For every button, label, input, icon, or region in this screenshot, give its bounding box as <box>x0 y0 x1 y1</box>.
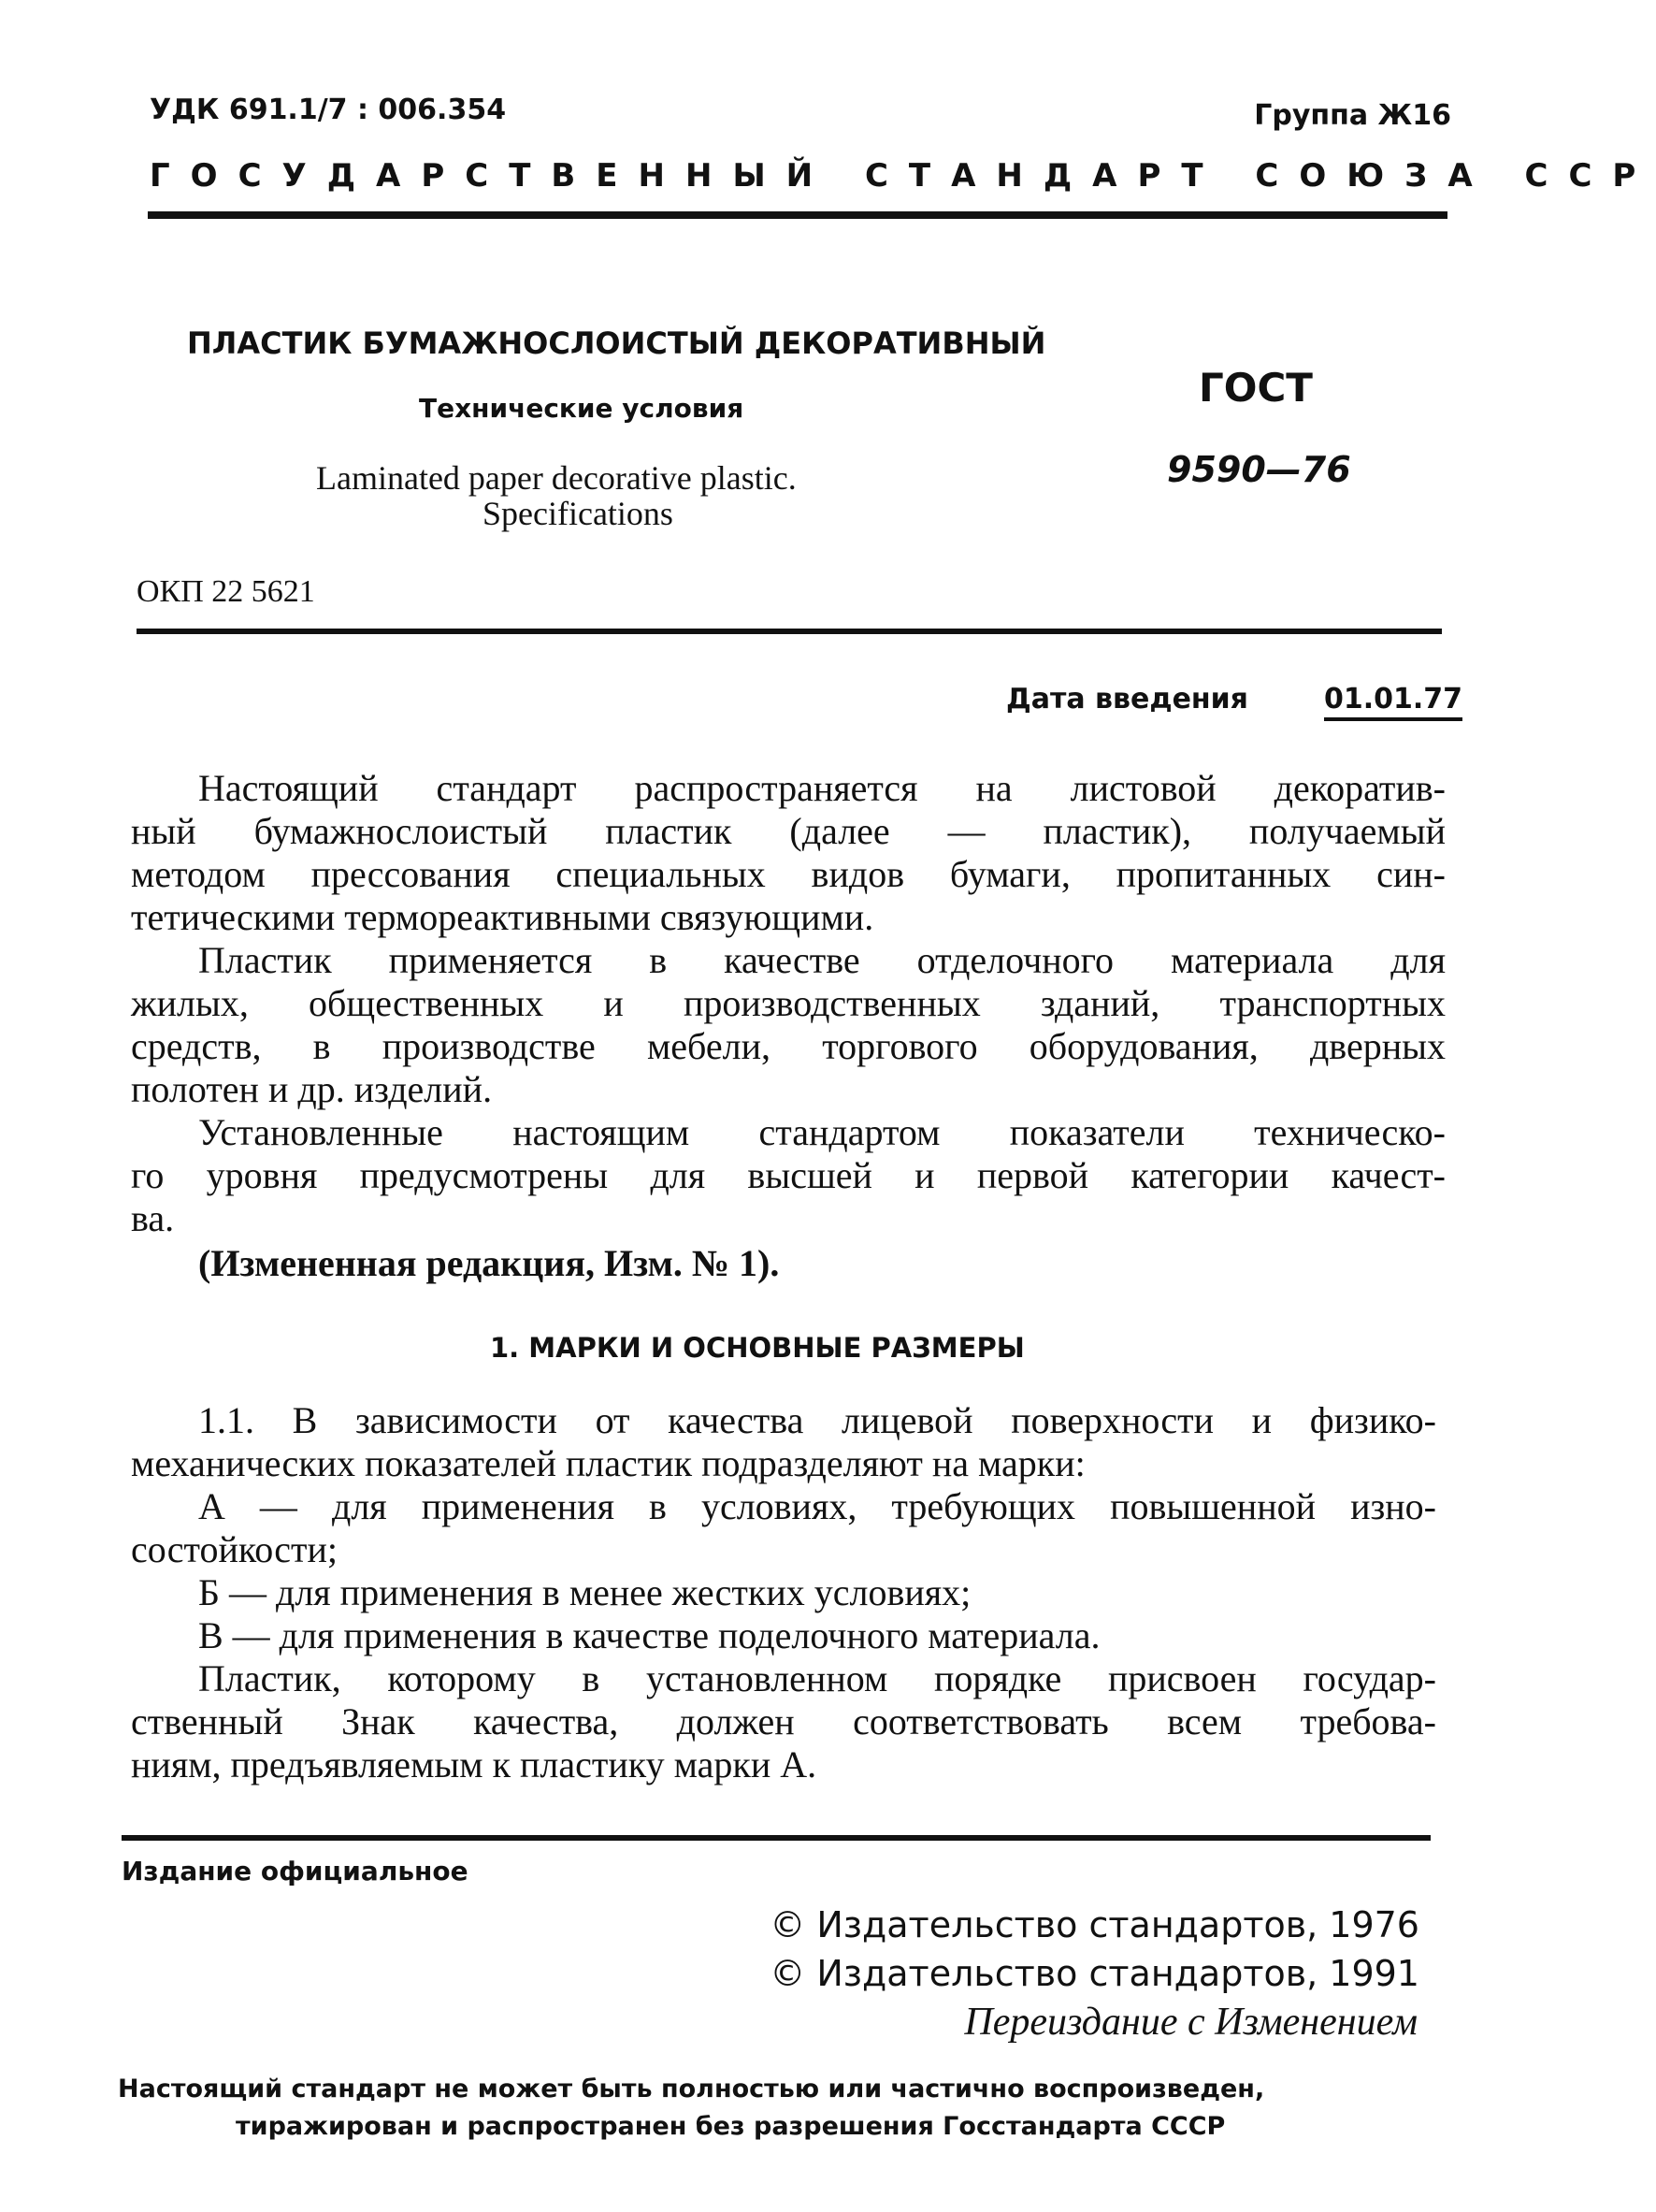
section-1-heading: 1. МАРКИ И ОСНОВНЫЕ РАЗМЕРЫ <box>490 1332 1025 1364</box>
section-1-p2-line: ственный Знак качества, должен соответствовать всем требова- <box>131 1700 1436 1742</box>
grade-a-line: А — для применения в условиях, требующих повышенной изно- <box>198 1485 1436 1527</box>
title-rule <box>137 629 1442 634</box>
intro-text <box>131 767 1446 1285</box>
okp-code: ОКП 22 5621 <box>137 574 315 609</box>
document-subtitle: Технические условия <box>419 393 744 424</box>
header-rule <box>148 211 1447 219</box>
footer-rule <box>122 1835 1431 1841</box>
intro-p1-line: ный бумажнослоистый пластик (далее — пластик), получаемый <box>131 810 1446 852</box>
document-title: ПЛАСТИК БУМАЖНОСЛОИСТЫЙ ДЕКОРАТИВНЫЙ <box>187 325 1046 361</box>
official-edition: Издание официальное <box>122 1856 468 1887</box>
intro-date-value: 01.01.77 <box>1324 683 1462 721</box>
gost-label: ГОСТ <box>1199 365 1313 411</box>
gost-number: 9590—76 <box>1167 449 1351 490</box>
grade-a-line: состойкости; <box>131 1528 338 1570</box>
copyright-1976: © Издательство стандартов, 1976 <box>770 1904 1419 1945</box>
reissue-note: Переиздание с Изменением <box>964 2001 1418 2044</box>
intro-p2-line: полотен и др. изделий. <box>131 1068 493 1110</box>
state-standard-heading: ГОСУДАРСТВЕННЫЙ СТАНДАРТ СОЮЗА ССР <box>150 157 1656 195</box>
title-english-line2: Specifications <box>482 495 673 532</box>
reproduction-notice-line2: тиражирован и распространен без разрешения Госстандарта СССР <box>236 2112 1226 2141</box>
copyright-1991: © Издательство стандартов, 1991 <box>770 1953 1419 1994</box>
intro-p2-line: Пластик применяется в качестве отделочного материала для <box>198 939 1446 981</box>
intro-date-label: Дата введения <box>1006 683 1248 716</box>
section-1-p2-line: ниям, предъявляемым к пластику марки А. <box>131 1743 817 1786</box>
intro-p1-line: тетическими термореактивными связующими. <box>131 896 874 938</box>
intro-p1-line: методом прессования специальных видов бумаги, пропитанных син- <box>131 853 1446 895</box>
intro-p1-line: Настоящий стандарт распространяется на листовой декоратив- <box>198 767 1446 809</box>
amendment-note: (Измененная редакция, Изм. № 1). <box>198 1242 780 1284</box>
section-1-text <box>131 1399 1436 1786</box>
udk-code: УДК 691.1/7 : 006.354 <box>150 94 507 126</box>
intro-p2-line: средств, в производстве мебели, торгового оборудования, дверных <box>131 1025 1446 1067</box>
section-1-p2-line: Пластик, которому в установленном порядке присвоен государ- <box>198 1657 1436 1699</box>
section-1-p1-line: 1.1. В зависимости от качества лицевой поверхности и физико- <box>198 1399 1436 1441</box>
intro-p3-line: ва. <box>131 1197 175 1239</box>
grade-v-line: В — для применения в качестве поделочного материала. <box>198 1614 1101 1656</box>
intro-p3-line: Установленные настоящим стандартом показатели техническо- <box>198 1111 1446 1153</box>
title-english-line1: Laminated paper decorative plastic. <box>316 459 797 497</box>
group-code: Группа Ж16 <box>1254 99 1451 132</box>
grade-b-line: Б — для применения в менее жестких условиях; <box>198 1571 972 1613</box>
intro-p3-line: го уровня предусмотрены для высшей и первой категории качест- <box>131 1154 1446 1196</box>
section-1-p1-line: механических показателей пластик подразделяют на марки: <box>131 1442 1086 1484</box>
reproduction-notice-line1: Настоящий стандарт не может быть полностью или частично воспроизведен, <box>118 2075 1265 2104</box>
intro-p2-line: жилых, общественных и производственных зданий, транспортных <box>131 982 1446 1024</box>
